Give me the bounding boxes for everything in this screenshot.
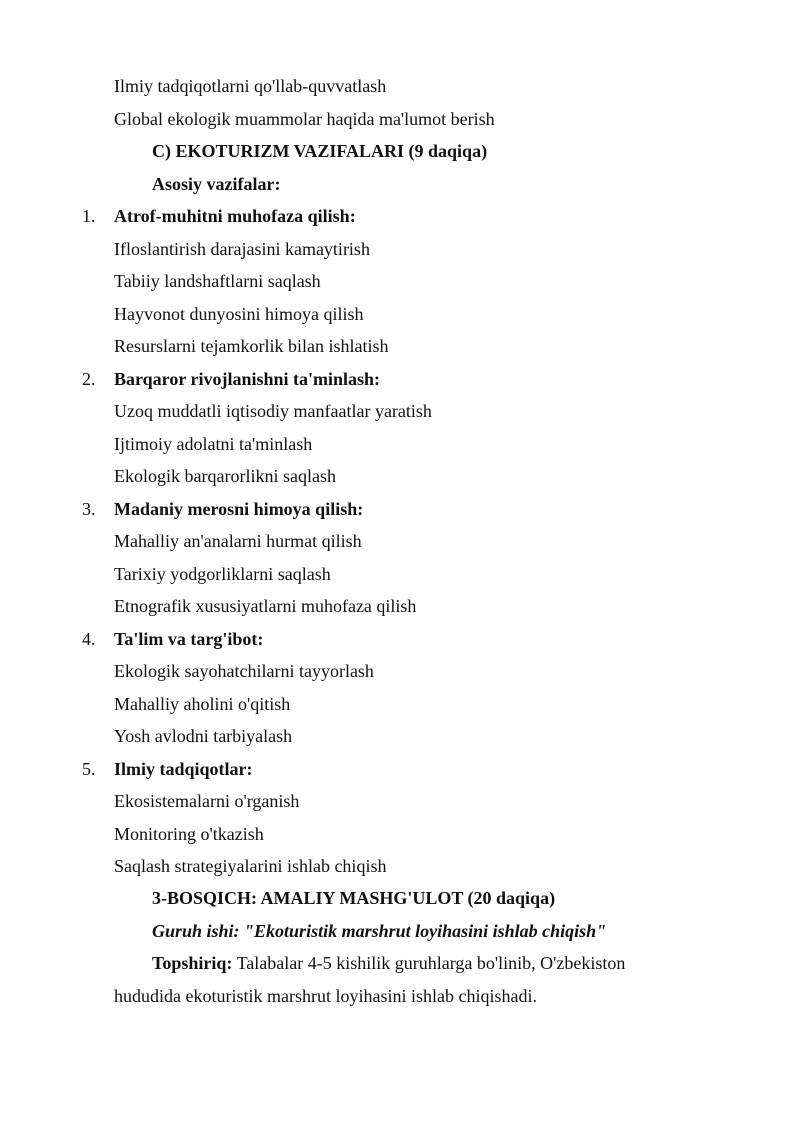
assignment-label: Topshiriq: [152, 953, 233, 973]
main-tasks-heading: Asosiy vazifalar: [152, 174, 281, 194]
list-item: Ifloslantirish darajasini kamaytirish [114, 239, 370, 259]
list-item: Mahalliy aholini o'qitish [114, 694, 291, 714]
group-work-title: Guruh ishi: "Ekoturistik marshrut loyihasini ishlab chiqish" [152, 921, 607, 941]
list-item: Mahalliy an'analarni hurmat qilish [114, 531, 362, 551]
stage3-heading: 3-BOSQICH: AMALIY MASHG'ULOT (20 daqiqa) [152, 888, 556, 908]
intro-line: Ilmiy tadqiqotlarni qo'llab-quvvatlash [114, 76, 387, 96]
assignment-text: Talabalar 4-5 kishilik guruhlarga bo'linib, O'zbekiston [232, 953, 626, 973]
list-item: Uzoq muddatli iqtisodiy manfaatlar yaratish [114, 401, 432, 421]
list-item: Hayvonot dunyosini himoya qilish [114, 304, 364, 324]
task-title: Madaniy merosni himoya qilish: [114, 499, 364, 519]
task-title: Ilmiy tadqiqotlar: [114, 759, 253, 779]
section-c-heading: C) EKOTURIZM VAZIFALARI (9 daqiqa) [152, 141, 488, 161]
assignment-paragraph [152, 951, 625, 975]
task-title: Atrof-muhitni muhofaza qilish: [114, 206, 356, 226]
intro-line: Global ekologik muammolar haqida ma'lumot berish [114, 109, 495, 129]
list-item: Tabiiy landshaftlarni saqlash [114, 271, 321, 291]
task-title: Barqaror rivojlanishni ta'minlash: [114, 369, 381, 389]
task-title: Ta'lim va targ'ibot: [114, 629, 264, 649]
list-item: Ekosistemalarni o'rganish [114, 791, 300, 811]
list-number: 5. [82, 759, 96, 779]
list-item: Saqlash strategiyalarini ishlab chiqish [114, 856, 387, 876]
assignment-text-continued: hududida ekoturistik marshrut loyihasini ishlab chiqishadi. [114, 986, 537, 1006]
list-item: Tarixiy yodgorliklarni saqlash [114, 564, 331, 584]
list-number: 3. [82, 499, 96, 519]
list-item: Yosh avlodni tarbiyalash [114, 726, 293, 746]
list-item: Etnografik xususiyatlarni muhofaza qilish [114, 596, 417, 616]
list-number: 1. [82, 206, 96, 226]
list-item: Resurslarni tejamkorlik bilan ishlatish [114, 336, 389, 356]
list-item: Ijtimoiy adolatni ta'minlash [114, 434, 313, 454]
list-item: Monitoring o'tkazish [114, 824, 264, 844]
list-item: Ekologik sayohatchilarni tayyorlash [114, 661, 374, 681]
list-number: 2. [82, 369, 96, 389]
list-item: Ekologik barqarorlikni saqlash [114, 466, 336, 486]
list-number: 4. [82, 629, 96, 649]
